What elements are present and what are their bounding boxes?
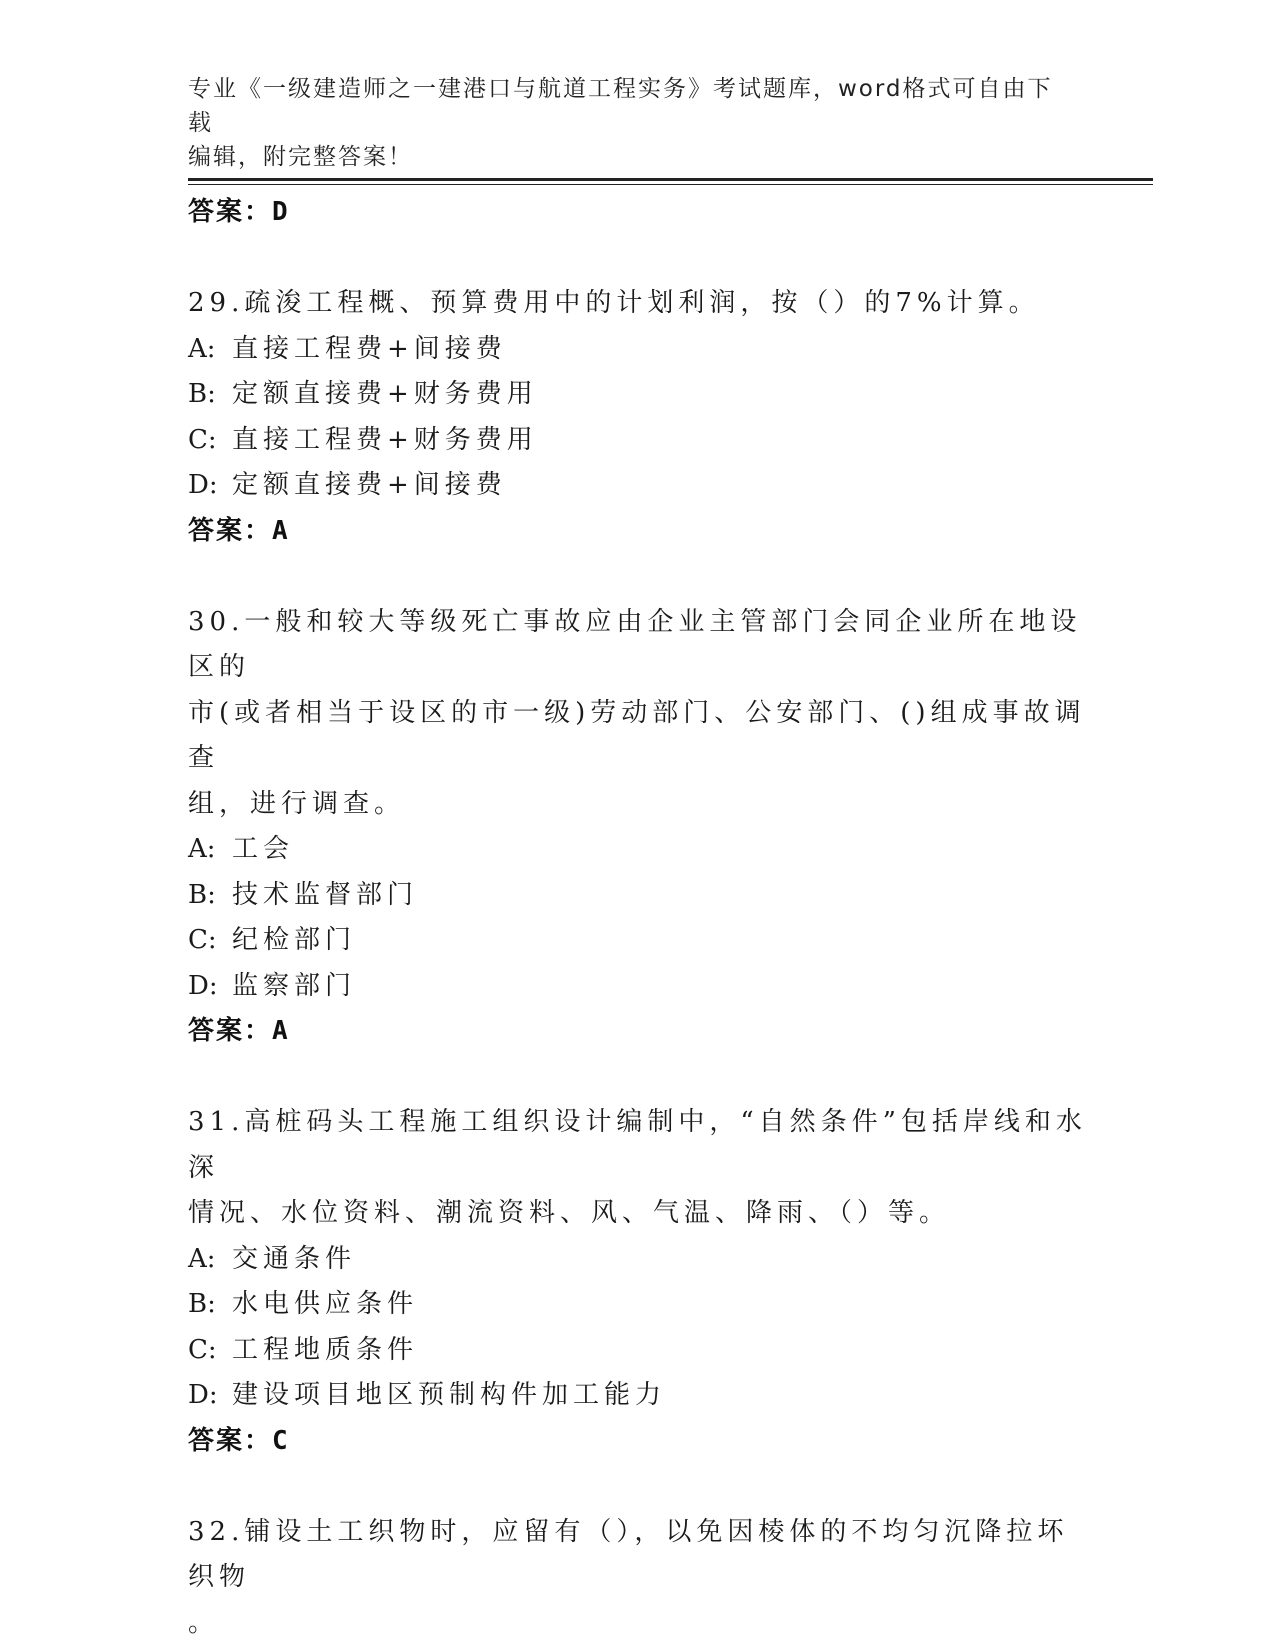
option-text: 建设项目地区预制构件加工能力 bbox=[232, 1380, 667, 1410]
option-key: D: bbox=[188, 970, 218, 1001]
option-text: 监察部门 bbox=[232, 970, 357, 1001]
option-key: A: bbox=[188, 1243, 216, 1274]
option-c bbox=[188, 418, 1088, 464]
answer-label: 答案： bbox=[188, 1425, 273, 1456]
option-a bbox=[188, 827, 1088, 873]
option-text: 交通条件 bbox=[232, 1243, 357, 1274]
stem-line: 。 bbox=[188, 1607, 220, 1638]
option-key: C: bbox=[188, 1334, 217, 1365]
option-text: 直接工程费+财务费用 bbox=[232, 424, 538, 455]
option-d bbox=[188, 463, 1088, 509]
option-text: 技术监督部门 bbox=[232, 879, 419, 910]
option-a bbox=[188, 1237, 1088, 1283]
answer-line bbox=[188, 1419, 1088, 1463]
question-stem bbox=[188, 281, 1088, 327]
option-text: 定额直接费+间接费 bbox=[232, 470, 507, 500]
option-b bbox=[188, 372, 1088, 418]
stem-line: 情况、水位资料、潮流资料、风、气温、降雨、（）等。 bbox=[188, 1198, 951, 1228]
option-b bbox=[188, 873, 1088, 919]
question-stem bbox=[188, 1510, 1088, 1647]
question-29 bbox=[188, 281, 1088, 553]
header-line-2: 编辑，附完整答案！ bbox=[188, 144, 413, 170]
option-d bbox=[188, 964, 1088, 1010]
option-key: C: bbox=[188, 424, 217, 455]
option-c bbox=[188, 918, 1088, 964]
answer-value: D bbox=[272, 197, 290, 227]
stem-line: 32.铺设土工织物时，应留有（），以免因棱体的不均匀沉降拉坏织物 bbox=[188, 1516, 1069, 1592]
option-text: 定额直接费+财务费用 bbox=[232, 379, 538, 409]
question-30 bbox=[188, 600, 1088, 1054]
option-a bbox=[188, 327, 1088, 373]
answer-value: A bbox=[272, 515, 290, 546]
stem-line: 29.疏浚工程概、预算费用中的计划利润，按（）的7%计算。 bbox=[188, 288, 1040, 318]
option-key: D: bbox=[188, 1380, 218, 1410]
option-key: B: bbox=[188, 379, 216, 409]
answer-line bbox=[188, 190, 1088, 234]
option-key: C: bbox=[188, 925, 217, 955]
answer-label: 答案： bbox=[188, 197, 273, 227]
question-32 bbox=[188, 1510, 1088, 1647]
answer-label: 答案： bbox=[188, 515, 273, 546]
answer-label: 答案： bbox=[188, 1016, 273, 1046]
option-text: 工程地质条件 bbox=[232, 1334, 419, 1365]
option-text: 直接工程费+间接费 bbox=[232, 333, 507, 364]
option-c bbox=[188, 1328, 1088, 1374]
question-list bbox=[188, 190, 1088, 1646]
question-stem bbox=[188, 1100, 1088, 1237]
stem-line: 市(或者相当于设区的市一级)劳动部门、公安部门、()组成事故调查 bbox=[188, 697, 1086, 773]
option-key: A: bbox=[188, 834, 216, 864]
header-line-1: 专业《一级建造师之一建港口与航道工程实务》考试题库，word格式可自由下载 bbox=[188, 76, 1053, 136]
option-b bbox=[188, 1282, 1088, 1328]
option-text: 工会 bbox=[232, 834, 295, 864]
option-key: D: bbox=[188, 470, 218, 500]
document-header bbox=[188, 72, 1068, 174]
answer-line bbox=[188, 509, 1088, 553]
question-31 bbox=[188, 1100, 1088, 1463]
option-key: A: bbox=[188, 333, 216, 364]
option-d bbox=[188, 1373, 1088, 1419]
option-key: B: bbox=[188, 1289, 216, 1319]
stem-line: 31.高桩码头工程施工组织设计编制中，“自然条件”包括岸线和水深 bbox=[188, 1107, 1087, 1183]
answer-value: A bbox=[272, 1016, 290, 1046]
header-divider-thick bbox=[188, 178, 1153, 181]
option-key: B: bbox=[188, 879, 216, 910]
stem-line: 组，进行调查。 bbox=[188, 788, 406, 819]
stem-line: 30.一般和较大等级死亡事故应由企业主管部门会同企业所在地设区的 bbox=[188, 606, 1082, 682]
option-text: 水电供应条件 bbox=[232, 1289, 419, 1319]
header-divider-thin bbox=[188, 184, 1153, 185]
answer-value: C bbox=[272, 1425, 290, 1456]
answer-line bbox=[188, 1009, 1088, 1053]
option-text: 纪检部门 bbox=[232, 925, 357, 955]
question-stem bbox=[188, 600, 1088, 828]
